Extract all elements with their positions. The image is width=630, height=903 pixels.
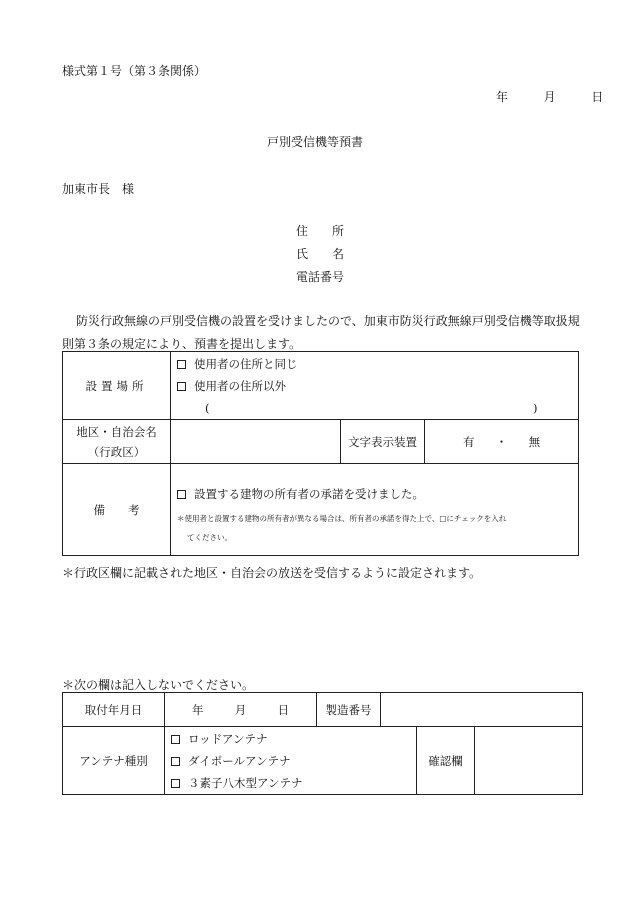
address-label: 住 所: [296, 224, 345, 238]
other-address-field[interactable]: [171, 397, 578, 419]
serial-number-input[interactable]: [381, 693, 583, 727]
name-label: 氏 名: [296, 247, 345, 261]
checkbox-icon[interactable]: [171, 735, 180, 744]
main-form-table: [62, 351, 579, 556]
install-day-label: 日: [277, 702, 290, 717]
remarks-note-2: てください。: [187, 532, 232, 542]
owner-consent-label: 設置する建物の所有者の承諾を受けました。: [194, 486, 424, 501]
administrative-district-note: ＊行政区欄に記載された地区・自治会の放送を受信するように設定されます。: [62, 566, 482, 580]
location-label-cell: [63, 352, 171, 420]
checkbox-icon[interactable]: [177, 490, 186, 499]
body-text-line1: 防災行政無線の戸別受信機の設置を受けましたので、加東市防災行政無線戸別受信機等取扱規: [76, 314, 580, 328]
confirmation-label: 確認欄: [417, 727, 475, 795]
antenna-option-rod[interactable]: [165, 728, 416, 750]
district-input-cell[interactable]: [171, 420, 341, 464]
checkbox-icon[interactable]: [171, 757, 180, 766]
antenna-option-rod-label: ロッドアンテナ: [188, 731, 268, 746]
text-display-no[interactable]: 無: [528, 434, 541, 449]
document-title: 戸別受信機等預書: [266, 135, 363, 149]
antenna-option-dipole-label: ダイポールアンテナ: [188, 753, 291, 768]
text-display-label: 文字表示装置: [341, 420, 425, 464]
form-number: 様式第１号（第３条関係）: [62, 64, 207, 78]
remarks-label: 備 考: [93, 502, 140, 517]
install-date-label: 取付年月日: [63, 693, 165, 727]
remarks-note-1: ＊使用者と設置する建物の所有者が異なる場合は、所有者の承諾を得た上で、□にチェックを入れ: [177, 513, 507, 523]
district-sublabel: （行政区）: [87, 444, 146, 459]
paren-close: ): [533, 400, 538, 415]
date-day-label: 日: [591, 90, 604, 104]
antenna-option-yagi[interactable]: [165, 772, 416, 794]
antenna-type-label: アンテナ種別: [63, 727, 165, 795]
checkbox-icon[interactable]: [177, 360, 186, 369]
location-label: 設置場所: [85, 378, 148, 393]
location-option-other[interactable]: [171, 375, 578, 397]
remarks-cell: [171, 464, 579, 556]
phone-label: 電話番号: [296, 270, 345, 284]
text-display-options: [425, 420, 579, 464]
paren-open: (: [205, 400, 210, 415]
owner-consent-option[interactable]: [171, 479, 578, 509]
office-use-table: [62, 692, 583, 795]
location-option-same-label: 使用者の住所と同じ: [194, 356, 298, 371]
remarks-label-cell: [63, 464, 171, 556]
body-text-line2: 則第３条の規定により、預書を提出します。: [62, 337, 302, 351]
addressee: 加東市長 様: [62, 182, 135, 196]
date-line: [496, 88, 603, 105]
date-year-label: 年: [496, 90, 509, 104]
location-options-cell: [171, 352, 579, 420]
district-label-cell: [63, 420, 171, 464]
antenna-options-cell: [165, 727, 417, 795]
install-date-cell[interactable]: [165, 693, 317, 727]
antenna-option-yagi-label: ３素子八木型アンテナ: [188, 775, 303, 790]
location-option-other-label: 使用者の住所以外: [194, 378, 286, 393]
location-option-same[interactable]: [171, 353, 578, 375]
antenna-option-dipole[interactable]: [165, 750, 416, 772]
install-year-label: 年: [191, 702, 204, 717]
text-display-yes[interactable]: 有: [462, 434, 475, 449]
checkbox-icon[interactable]: [171, 779, 180, 788]
confirmation-stamp-area[interactable]: [475, 727, 583, 795]
text-display-separator: ・: [495, 434, 508, 449]
checkbox-icon[interactable]: [177, 382, 186, 391]
office-use-note: ＊次の欄は記入しないでください。: [62, 678, 255, 692]
district-label: 地区・自治会名: [76, 424, 157, 439]
install-month-label: 月: [234, 702, 247, 717]
serial-number-label: 製造番号: [317, 693, 381, 727]
date-month-label: 月: [543, 90, 556, 104]
